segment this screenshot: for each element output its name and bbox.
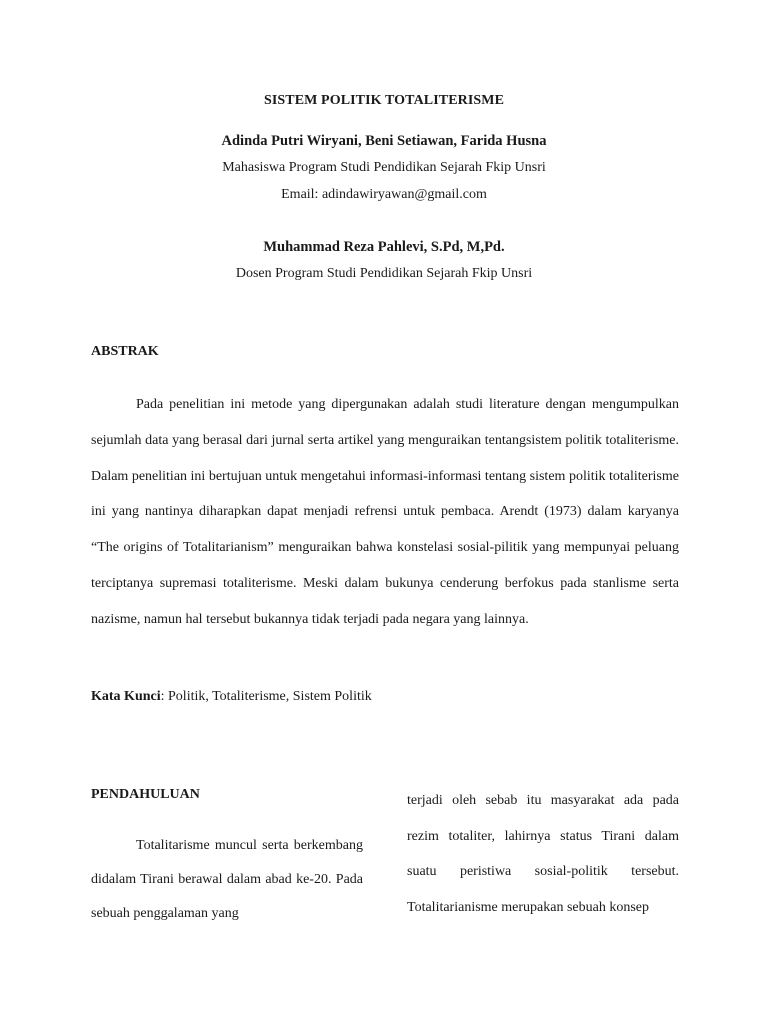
paper-title: SISTEM POLITIK TOTALITERISME bbox=[263, 93, 505, 108]
keywords-label: Kata Kunci bbox=[91, 689, 161, 704]
student-affiliation: Mahasiswa Program Studi Pendidikan Sejarah Fkip Unsri bbox=[222, 160, 546, 175]
introduction-right-column: terjadi oleh sebab itu masyarakat ada pada rezim totaliter, lahirnya status Tirani dalam suatu peristiwa sosial-politik tersebut. Totalitarianisme merupakan sebuah konsep bbox=[407, 793, 679, 915]
author-email: Email: adindawiryawan@gmail.com bbox=[281, 187, 487, 202]
abstract-heading: ABSTRAK bbox=[91, 344, 159, 359]
abstract-body: Pada penelitian ini metode yang dipergunakan adalah studi literature dengan mengumpulkan sejumlah data yang berasal dari jurnal serta artikel yang menguraikan tentangsistem politik totaliterisme. Dalam penelitian ini bertujuan untuk mengetahui informasi-informasi tentang sistem politik totaliterisme ini yang nantinya diharapkan dapat menjadi refrensi untuk pembaca. Arendt (1973) dalam karyanya “The origins of Totalitarianism” menguraikan bahwa konstelasi sosial-pilitik yang mempunyai peluang terciptanya supremasi totaliterisme. Meski dalam bukunya cenderung berfokus pada stanlisme serta nazisme, namun hal tersebut bukannya tidak terjadi pada negara yang lainnya. bbox=[91, 397, 679, 627]
lecturer-name: Muhammad Reza Pahlevi, S.Pd, M,Pd. bbox=[263, 239, 505, 255]
author-names: Adinda Putri Wiryani, Beni Setiawan, Farida Husna bbox=[221, 133, 547, 149]
introduction-heading: PENDAHULUAN bbox=[91, 787, 200, 802]
introduction-left-column: Totalitarisme muncul serta berkembang didalam Tirani berawal dalam abad ke-20. Pada sebuah penggalaman yang bbox=[91, 838, 363, 921]
lecturer-affiliation: Dosen Program Studi Pendidikan Sejarah Fkip Unsri bbox=[235, 266, 533, 281]
keywords-text: : Politik, Totaliterisme, Sistem Politik bbox=[160, 689, 372, 704]
keywords-line bbox=[91, 689, 372, 705]
